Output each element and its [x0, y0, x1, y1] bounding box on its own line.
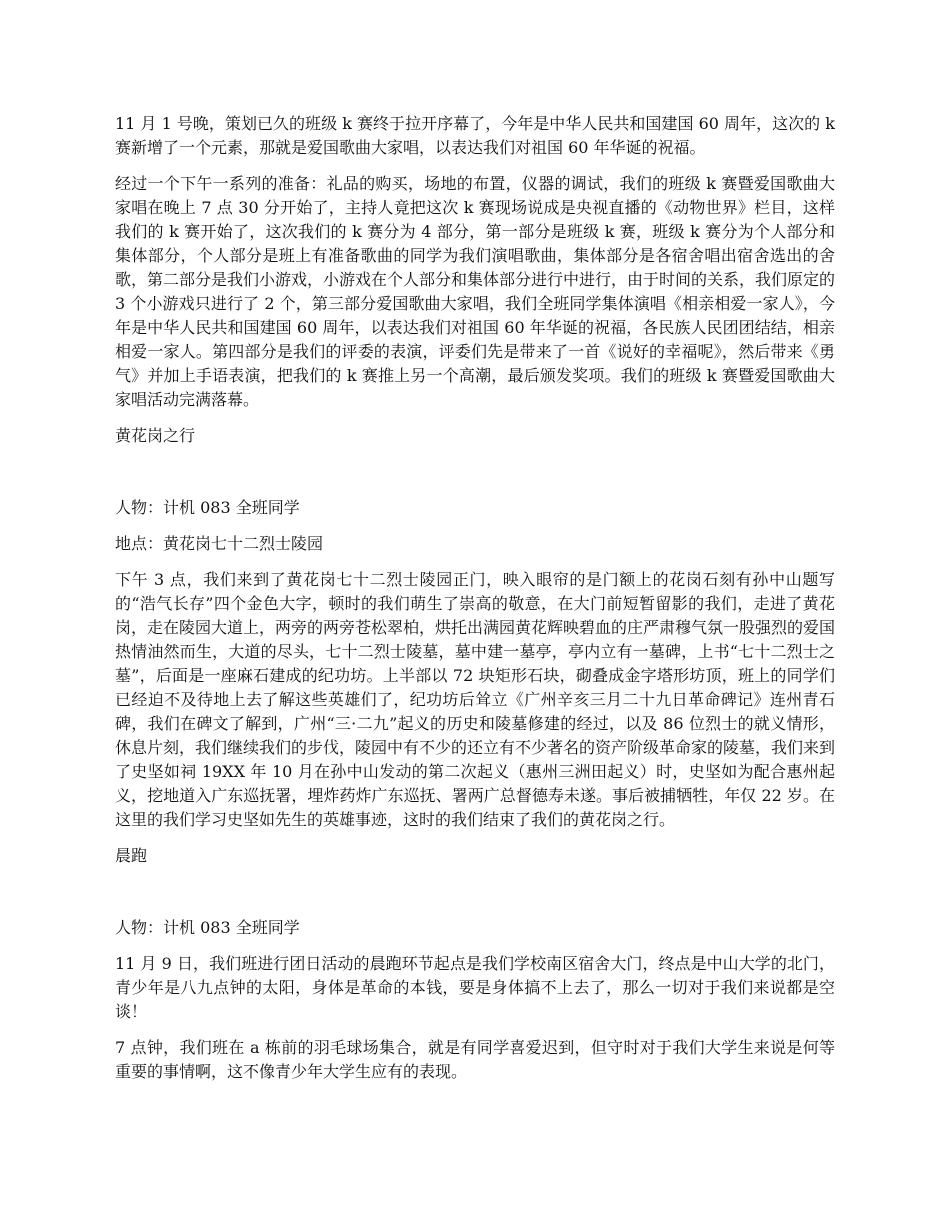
- paragraph-participants-2: 人物：计机 083 全班同学: [115, 918, 300, 937]
- section-heading-huanghuagang: 黄花岗之行: [115, 426, 196, 445]
- section-spacer: [115, 448, 835, 496]
- paragraph-location: 地点：黄花岗七十二烈士陵园: [115, 534, 324, 553]
- section-heading-morning-run: 晨跑: [115, 846, 148, 865]
- paragraph-morning-run-intro: 11 月 9 日，我们班进行团日活动的晨跑环节起点是我们学校南区宿舍大门，终点是中山大学的北门，青少年是八九点钟的太阳，身体是革命的本钱，要是身体搞不上去了，那么一切对于我们来说都是空谈！: [115, 954, 835, 1021]
- paragraph-k-contest-details: 经过一个下午一系列的准备：礼品的购买，场地的布置，仪器的调试，我们的班级 k 赛暨爱国歌曲大家唱在晚上 7 点 30 分开始了，主持人竟把这次 k 赛现场说成是央视直播的《动物世界》栏目，这样我们的 k 赛开始了，这次我们的 k 赛分为 4 部分，第一部分是班级 k 赛，班级 k 赛分为个人部分和集体部分，个人部分是班上有准备歌曲的同学为我们演唱歌曲，集体部分是各宿舍唱出宿舍选出的舍歌，第二部分是我们小游戏，小游戏在个人部分和集体部分进行中进行，由于时间的关系，我们原定的 3 个小游戏只进行了 2 个，第三部分爱国歌曲大家唱，我们全班同学集体演唱《相亲相爱一家人》，今年是中华人民共和国建国 60 周年，以表达我们对祖国 60 年华诞的祝福，各民族人民团团结结，相亲相爱一家人。第四部分是我们的评委的表演，评委们先是带来了一首《说好的幸福呢》，然后带来《勇气》并加上手语表演，把我们的 k 赛推上另一个高潮，最后颁发奖项。我们的班级 k 赛暨爱国歌曲大家唱活动完满落幕。: [115, 174, 836, 409]
- paragraph-k-contest-intro: 11 月 1 号晚，策划已久的班级 k 赛终于拉开序幕了，今年是中华人民共和国建国 60 周年，这次的 k 赛新增了一个元素，那就是爱国歌曲大家唱，以表达我们对祖国 60 年华诞的祝福。: [115, 114, 835, 157]
- paragraph-morning-run-gathering: 7 点钟，我们班在 a 栋前的羽毛球场集合，就是有同学喜爱迟到，但守时对于我们大学生来说是何等重要的事情啊，这不像青少年大学生应有的表现。: [115, 1038, 835, 1081]
- section-spacer: [115, 868, 835, 916]
- paragraph-participants-1: 人物：计机 083 全班同学: [115, 498, 300, 517]
- paragraph-huanghuagang-visit: 下午 3 点，我们来到了黄花岗七十二烈士陵园正门，映入眼帘的是门额上的花岗石刻有孙中山题写的“浩气长存”四个金色大字，顿时的我们萌生了崇高的敬意，在大门前短暂留影的我们，走进了黄花岗，走在陵园大道上，两旁的两旁苍松翠柏，烘托出满园黄花辉映碧血的庄严肃穆气氛一股强烈的爱国热情油然而生，大道的尽头，七十二烈士陵墓，墓中建一墓亭，亭内立有一墓碑，上书“七十二烈士之墓”，后面是一座麻石建成的纪功坊。上半部以 72 块矩形石块，砌叠成金字塔形坊顶，班上的同学们已经迫不及待地上去了解这些英雄们了，纪功坊后耸立《广州辛亥三月二十九日革命碑记》连州青石碑，我们在碑文了解到，广州“三·二九”起义的历史和陵墓修建的经过，以及 86 位烈士的就义情形，休息片刻，我们继续我们的步伐，陵园中有不少的还立有不少著名的资产阶级革命家的陵墓，我们来到了史坚如祠 19XX 年 10 月在孙中山发动的第二次起义（惠州三洲田起义）时，史坚如为配合惠州起义，挖地道入广东巡抚署，埋炸药炸广东巡抚、署两广总督德寿未遂。事后被捕牺牲，年仅 22 岁。在这里的我们学习史坚如先生的英雄事迹，这时的我们结束了我们的黄花岗之行。: [115, 570, 836, 829]
